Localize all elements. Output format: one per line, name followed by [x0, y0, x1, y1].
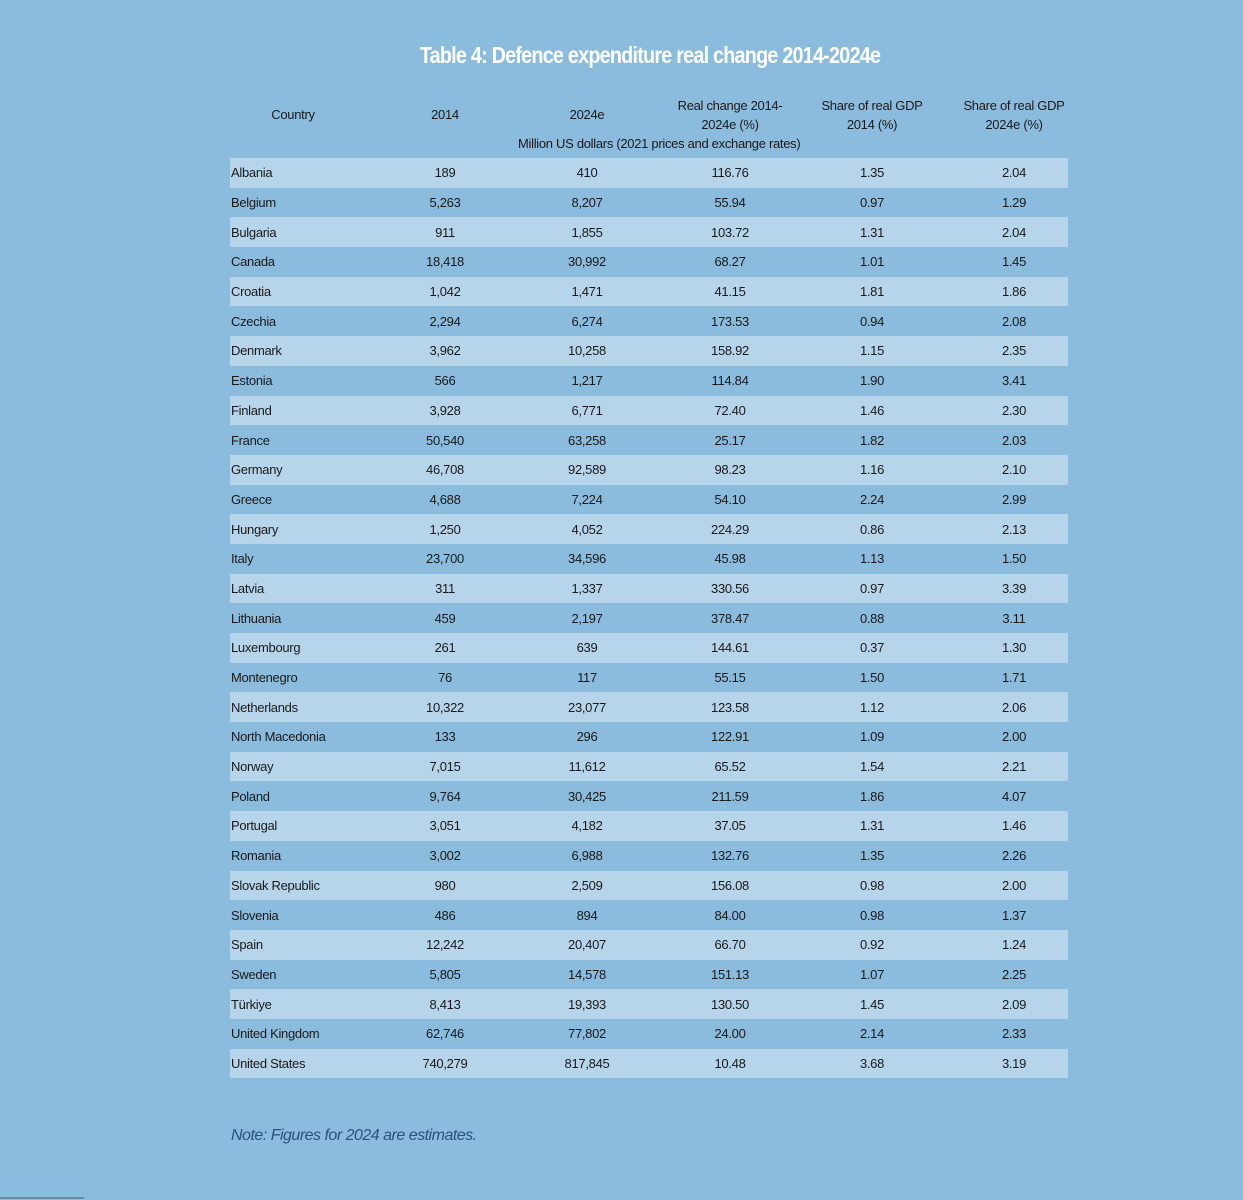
- cell-real-change: 66.70: [714, 937, 746, 953]
- cell-2024e: 4,052: [571, 521, 603, 537]
- cell-2024e: 1,337: [571, 580, 603, 596]
- cell-real-change: 24.00: [714, 1026, 746, 1042]
- cell-share-2014: 1.81: [859, 284, 885, 300]
- cell-2014: 10,322: [426, 699, 464, 715]
- cell-country: Hungary: [231, 521, 279, 537]
- cell-country: Sweden: [231, 966, 277, 982]
- cell-2024e: 1,471: [571, 284, 603, 300]
- cell-country: Slovenia: [231, 907, 279, 923]
- table-row: [230, 396, 1068, 426]
- table-row: [230, 217, 1068, 247]
- cell-country: North Macedonia: [231, 729, 326, 745]
- cell-2014: 18,418: [426, 254, 464, 270]
- table-row: [230, 188, 1068, 218]
- cell-share-2014: 1.50: [859, 670, 885, 686]
- cell-2014: 50,540: [426, 432, 464, 448]
- cell-country: Montenegro: [231, 670, 298, 686]
- cell-share-2014: 1.35: [859, 165, 885, 181]
- cell-2014: 566: [434, 373, 456, 389]
- cell-country: France: [231, 432, 270, 448]
- table-row: [230, 633, 1068, 663]
- page-divider: [0, 1197, 84, 1199]
- cell-2014: 486: [434, 907, 456, 923]
- cell-2014: 133: [434, 729, 456, 745]
- cell-share-2024: 3.41: [1001, 373, 1027, 389]
- cell-share-2024: 1.50: [1001, 551, 1027, 567]
- cell-country: United Kingdom: [231, 1026, 320, 1042]
- table-row: [230, 663, 1068, 693]
- cell-country: Albania: [231, 165, 273, 181]
- cell-real-change: 130.50: [711, 996, 749, 1012]
- cell-2024e: 10,258: [568, 343, 606, 359]
- table-row: [230, 871, 1068, 901]
- cell-2024e: 1,855: [571, 224, 603, 240]
- cell-real-change: 25.17: [714, 432, 746, 448]
- cell-share-2014: 2.14: [859, 1026, 885, 1042]
- table-row: [230, 277, 1068, 307]
- table-row: [230, 1049, 1068, 1079]
- cell-share-2024: 1.30: [1001, 640, 1027, 656]
- cell-2024e: 92,589: [568, 462, 606, 478]
- cell-share-2014: 1.31: [859, 818, 885, 834]
- cell-share-2024: 1.86: [1001, 284, 1027, 300]
- cell-real-change: 173.53: [711, 313, 749, 329]
- cell-real-change: 65.52: [714, 759, 746, 775]
- cell-real-change: 98.23: [714, 462, 746, 478]
- cell-real-change: 156.08: [711, 877, 749, 893]
- cell-share-2024: 2.25: [1001, 966, 1027, 982]
- cell-2024e: 8,207: [571, 195, 603, 211]
- cell-2024e: 410: [576, 165, 598, 181]
- cell-share-2024: 3.19: [1001, 1055, 1027, 1071]
- cell-2014: 740,279: [422, 1055, 468, 1071]
- cell-2014: 5,263: [429, 195, 461, 211]
- cell-real-change: 10.48: [714, 1055, 746, 1071]
- cell-share-2014: 1.82: [859, 432, 885, 448]
- cell-share-2024: 3.11: [1002, 610, 1026, 626]
- cell-real-change: 211.59: [711, 788, 749, 804]
- cell-share-2024: 2.09: [1001, 996, 1027, 1012]
- cell-share-2014: 0.97: [859, 195, 885, 211]
- cell-share-2024: 2.13: [1001, 521, 1027, 537]
- cell-2014: 76: [438, 670, 452, 686]
- header-units: Million US dollars (2021 prices and exchange rates): [518, 136, 801, 151]
- cell-real-change: 54.10: [714, 491, 746, 507]
- cell-country: Croatia: [231, 284, 271, 300]
- cell-country: Bulgaria: [231, 224, 277, 240]
- cell-real-change: 224.29: [711, 521, 749, 537]
- cell-country: Netherlands: [231, 699, 298, 715]
- cell-share-2014: 1.54: [859, 759, 885, 775]
- cell-share-2014: 1.09: [859, 729, 885, 745]
- cell-real-change: 123.58: [711, 699, 749, 715]
- table-row: [230, 989, 1068, 1019]
- cell-share-2014: 1.12: [859, 699, 885, 715]
- table-row: [230, 1019, 1068, 1049]
- table-header: [230, 96, 1068, 158]
- table-row: [230, 306, 1068, 336]
- cell-share-2024: 4.07: [1001, 788, 1027, 804]
- header-2014: 2014: [431, 107, 459, 122]
- cell-share-2014: 1.90: [859, 373, 885, 389]
- cell-country: Slovak Republic: [231, 877, 320, 893]
- cell-2014: 7,015: [429, 759, 461, 775]
- cell-share-2014: 1.31: [859, 224, 885, 240]
- cell-real-change: 114.84: [711, 373, 749, 389]
- cell-2014: 3,928: [429, 402, 461, 418]
- cell-country: United States: [231, 1055, 306, 1071]
- cell-share-2014: 1.07: [859, 966, 885, 982]
- table-row: [230, 247, 1068, 277]
- table-row: [230, 485, 1068, 515]
- cell-real-change: 41.15: [714, 284, 746, 300]
- cell-share-2024: 2.10: [1001, 462, 1027, 478]
- cell-share-2024: 2.99: [1001, 491, 1027, 507]
- cell-share-2024: 1.71: [1001, 670, 1027, 686]
- cell-country: Canada: [231, 254, 275, 270]
- cell-country: Germany: [231, 462, 283, 478]
- cell-country: Spain: [231, 937, 263, 953]
- cell-real-change: 68.27: [714, 254, 746, 270]
- header-share-2024: Share of real GDP 2024e (%): [963, 98, 1065, 132]
- cell-share-2024: 1.37: [1001, 907, 1027, 923]
- cell-country: Greece: [231, 491, 272, 507]
- cell-share-2014: 0.94: [859, 313, 885, 329]
- cell-share-2014: 0.86: [859, 521, 885, 537]
- table-row: [230, 900, 1068, 930]
- cell-country: Latvia: [231, 580, 264, 596]
- cell-2024e: 1,217: [571, 373, 603, 389]
- cell-2014: 8,413: [429, 996, 461, 1012]
- cell-share-2014: 1.86: [859, 788, 885, 804]
- cell-real-change: 378.47: [711, 610, 749, 626]
- table-row: [230, 841, 1068, 871]
- cell-real-change: 144.61: [711, 640, 749, 656]
- table-row: [230, 930, 1068, 960]
- cell-share-2014: 3.68: [859, 1055, 885, 1071]
- cell-2014: 4,688: [429, 491, 461, 507]
- header-real-change: Real change 2014- 2024e (%): [677, 98, 783, 132]
- cell-share-2014: 0.98: [859, 907, 885, 923]
- cell-country: Portugal: [231, 818, 278, 834]
- cell-real-change: 158.92: [711, 343, 749, 359]
- table-row: [230, 811, 1068, 841]
- cell-2024e: 6,988: [571, 848, 603, 864]
- cell-2024e: 117: [577, 670, 597, 686]
- cell-share-2024: 2.04: [1001, 224, 1027, 240]
- cell-2014: 9,764: [429, 788, 461, 804]
- cell-2024e: 4,182: [571, 818, 603, 834]
- cell-country: Finland: [231, 402, 272, 418]
- table-row: [230, 366, 1068, 396]
- cell-2024e: 639: [576, 640, 598, 656]
- table-row: [230, 752, 1068, 782]
- cell-2024e: 34,596: [568, 551, 606, 567]
- cell-share-2024: 2.26: [1001, 848, 1027, 864]
- cell-share-2024: 2.06: [1001, 699, 1027, 715]
- cell-country: Luxembourg: [231, 640, 301, 656]
- cell-share-2014: 1.35: [859, 848, 885, 864]
- table-row: [230, 574, 1068, 604]
- cell-share-2024: 2.03: [1001, 432, 1027, 448]
- cell-share-2024: 1.45: [1001, 254, 1027, 270]
- cell-share-2014: 1.01: [859, 254, 885, 270]
- cell-share-2014: 1.15: [859, 343, 885, 359]
- cell-real-change: 132.76: [711, 848, 749, 864]
- cell-2024e: 6,771: [571, 402, 603, 418]
- table-row: [230, 336, 1068, 366]
- cell-country: Lithuania: [231, 610, 282, 626]
- cell-share-2014: 0.92: [859, 937, 885, 953]
- cell-2024e: 20,407: [568, 937, 606, 953]
- cell-2024e: 30,425: [568, 788, 606, 804]
- cell-2024e: 7,224: [571, 491, 603, 507]
- cell-2014: 980: [434, 877, 456, 893]
- cell-share-2014: 1.46: [859, 402, 885, 418]
- cell-share-2024: 2.00: [1001, 729, 1027, 745]
- cell-2014: 1,250: [429, 521, 461, 537]
- table-row: [230, 722, 1068, 752]
- cell-2014: 459: [434, 610, 456, 626]
- cell-country: Türkiye: [231, 996, 272, 1012]
- cell-real-change: 103.72: [711, 224, 749, 240]
- cell-share-2024: 1.29: [1001, 195, 1027, 211]
- table-row: [230, 158, 1068, 188]
- cell-country: Norway: [231, 759, 274, 775]
- cell-2024e: 817,845: [564, 1055, 610, 1071]
- cell-2024e: 63,258: [568, 432, 606, 448]
- cell-2014: 62,746: [426, 1026, 464, 1042]
- cell-2014: 189: [434, 165, 456, 181]
- cell-share-2024: 1.46: [1001, 818, 1027, 834]
- cell-2024e: 2,197: [571, 610, 603, 626]
- cell-2014: 3,051: [429, 818, 461, 834]
- cell-real-change: 330.56: [711, 580, 749, 596]
- cell-share-2014: 1.45: [859, 996, 885, 1012]
- cell-real-change: 55.94: [714, 195, 746, 211]
- cell-2024e: 30,992: [568, 254, 606, 270]
- cell-real-change: 116.76: [711, 165, 749, 181]
- table-row: [230, 455, 1068, 485]
- cell-country: Denmark: [231, 343, 282, 359]
- cell-2014: 3,962: [429, 343, 461, 359]
- cell-2014: 911: [435, 224, 455, 240]
- table-title: Table 4: Defence expenditure real change 2014-2024e: [419, 42, 881, 68]
- cell-2024e: 77,802: [568, 1026, 606, 1042]
- table-row: [230, 603, 1068, 633]
- cell-2024e: 19,393: [568, 996, 606, 1012]
- cell-2014: 261: [434, 640, 456, 656]
- cell-share-2024: 2.33: [1001, 1026, 1027, 1042]
- cell-share-2014: 2.24: [859, 491, 885, 507]
- cell-2024e: 894: [576, 907, 598, 923]
- cell-country: Czechia: [231, 313, 276, 329]
- cell-share-2024: 2.00: [1001, 877, 1027, 893]
- cell-country: Italy: [231, 551, 254, 567]
- cell-share-2024: 2.08: [1001, 313, 1027, 329]
- cell-real-change: 122.91: [711, 729, 749, 745]
- cell-share-2014: 0.37: [859, 640, 885, 656]
- cell-share-2024: 3.39: [1001, 580, 1027, 596]
- cell-2014: 5,805: [429, 966, 461, 982]
- table-note: Note: Figures for 2024 are estimates.: [231, 1127, 477, 1144]
- cell-share-2014: 1.16: [859, 462, 885, 478]
- cell-real-change: 45.98: [714, 551, 746, 567]
- cell-country: Romania: [231, 848, 281, 864]
- cell-share-2024: 2.35: [1001, 343, 1027, 359]
- header-2024e: 2024e: [569, 107, 605, 122]
- cell-2014: 12,242: [426, 937, 464, 953]
- cell-share-2024: 2.30: [1001, 402, 1027, 418]
- cell-2024e: 11,612: [568, 759, 606, 775]
- cell-2024e: 296: [576, 729, 598, 745]
- cell-2014: 46,708: [426, 462, 464, 478]
- cell-share-2024: 1.24: [1001, 937, 1027, 953]
- cell-country: Belgium: [231, 195, 276, 211]
- cell-real-change: 55.15: [714, 670, 746, 686]
- cell-real-change: 37.05: [714, 818, 746, 834]
- cell-share-2014: 0.88: [859, 610, 885, 626]
- cell-2014: 23,700: [426, 551, 464, 567]
- cell-country: Poland: [231, 788, 270, 804]
- table-row: [230, 692, 1068, 722]
- header-share-2014: Share of real GDP 2014 (%): [821, 98, 923, 132]
- table-row: [230, 781, 1068, 811]
- data-table: [230, 158, 1068, 1078]
- cell-2014: 2,294: [429, 313, 461, 329]
- cell-2014: 311: [435, 580, 455, 596]
- cell-share-2024: 2.04: [1001, 165, 1027, 181]
- cell-2024e: 23,077: [568, 699, 606, 715]
- cell-share-2024: 2.21: [1001, 759, 1027, 775]
- cell-share-2014: 0.98: [859, 877, 885, 893]
- cell-share-2014: 1.13: [859, 551, 885, 567]
- cell-real-change: 151.13: [711, 966, 749, 982]
- cell-country: Estonia: [231, 373, 273, 389]
- table-row: [230, 514, 1068, 544]
- header-country: Country: [271, 107, 315, 122]
- table-row: [230, 425, 1068, 455]
- cell-share-2014: 0.97: [859, 580, 885, 596]
- cell-2024e: 6,274: [571, 313, 603, 329]
- cell-2024e: 2,509: [571, 877, 603, 893]
- cell-2014: 3,002: [429, 848, 461, 864]
- cell-real-change: 72.40: [714, 402, 746, 418]
- cell-real-change: 84.00: [714, 907, 746, 923]
- table-row: [230, 960, 1068, 990]
- cell-2014: 1,042: [429, 284, 461, 300]
- table-row: [230, 544, 1068, 574]
- cell-2024e: 14,578: [568, 966, 606, 982]
